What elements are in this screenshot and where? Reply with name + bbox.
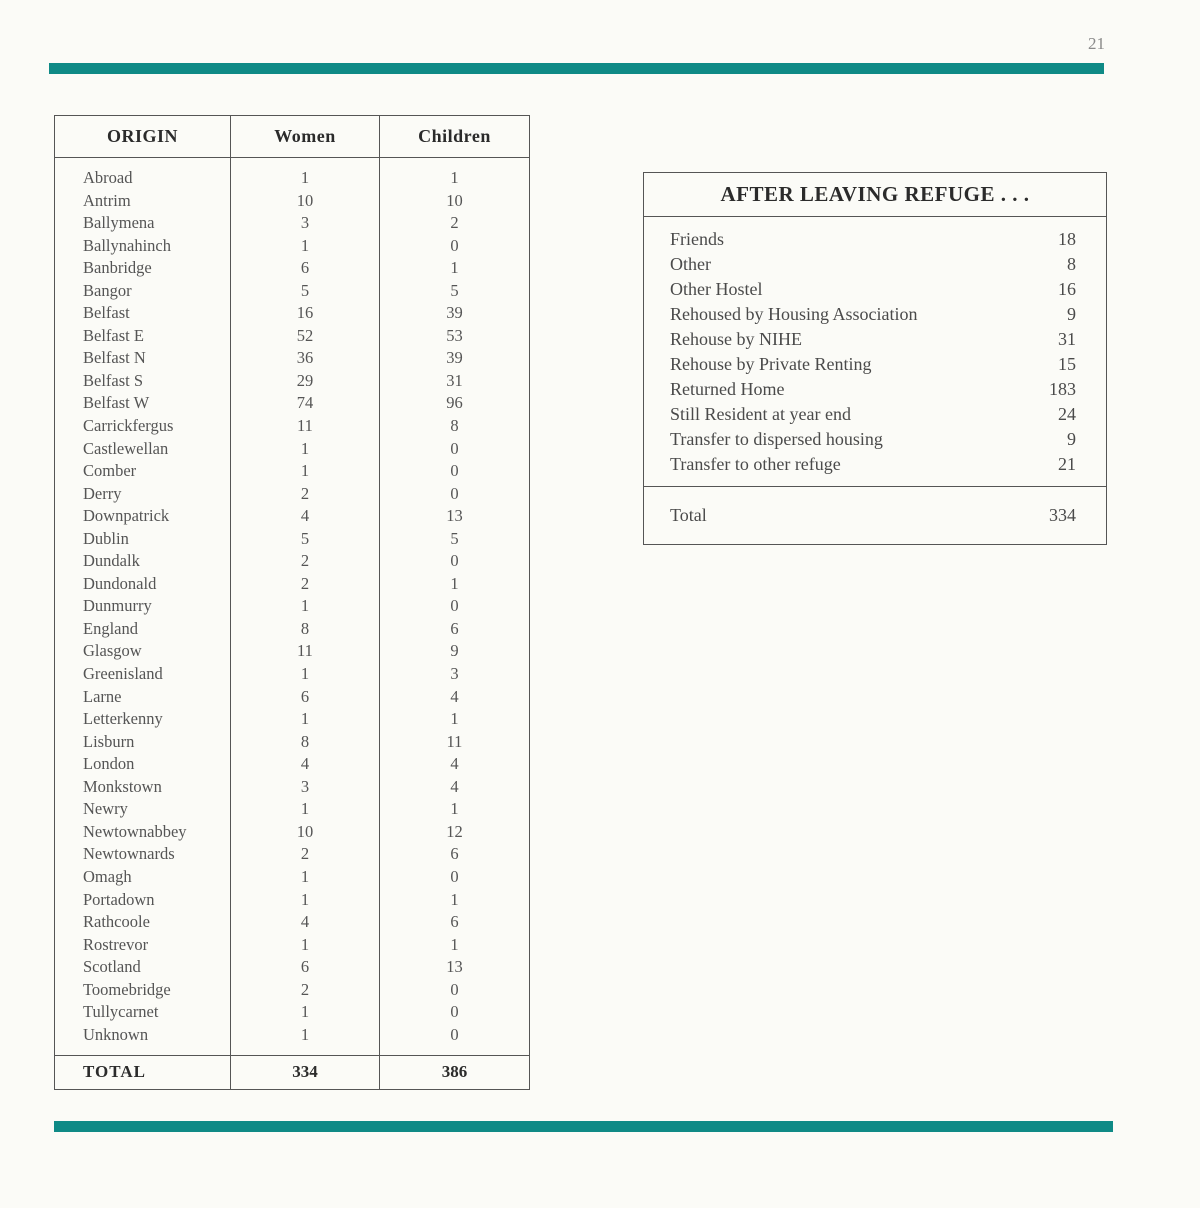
women-count: 74 (296, 393, 314, 413)
origin-name: Rostrevor (83, 934, 149, 954)
children-count: 9 (450, 641, 459, 661)
children-count: 13 (446, 957, 463, 977)
origin-name: Unknown (83, 1024, 149, 1044)
women-count: 6 (300, 686, 310, 706)
children-count: 0 (450, 461, 459, 481)
after-leaving-row (644, 352, 1106, 377)
women-column-header: Women (230, 116, 379, 157)
women-count: 6 (300, 258, 310, 278)
after-leaving-label: Other (670, 254, 711, 274)
after-leaving-value: 9 (1067, 429, 1076, 449)
origin-name: Letterkenny (83, 709, 163, 729)
origin-name: Comber (83, 461, 137, 481)
children-count: 0 (450, 866, 459, 886)
children-count: 0 (450, 438, 459, 458)
after-leaving-value: 183 (1049, 379, 1076, 399)
origin-name: Glasgow (83, 641, 142, 661)
origin-name: Dundalk (83, 551, 140, 571)
children-count: 1 (450, 889, 459, 909)
children-column (379, 157, 529, 1055)
women-count: 1 (300, 709, 310, 729)
after-leaving-label: Transfer to dispersed housing (670, 429, 883, 449)
children-count: 6 (450, 618, 459, 638)
after-total-value: 334 (1049, 505, 1076, 525)
women-count: 1 (300, 889, 310, 909)
after-leaving-value: 16 (1058, 279, 1076, 299)
women-count: 1 (300, 1024, 310, 1044)
after-leaving-value: 31 (1058, 329, 1076, 349)
after-leaving-row (644, 327, 1106, 352)
origin-name: Newtownabbey (83, 821, 187, 841)
children-count: 5 (450, 528, 459, 548)
origin-name: Belfast W (83, 393, 150, 413)
after-leaving-label: Rehouse by NIHE (670, 329, 802, 349)
origin-name: Belfast E (83, 325, 144, 345)
children-count: 0 (450, 483, 459, 503)
after-leaving-title: AFTER LEAVING REFUGE . . . (644, 173, 1106, 217)
children-count: 13 (446, 506, 463, 526)
after-leaving-total-row (644, 487, 1106, 543)
women-count: 1 (300, 1002, 310, 1022)
children-count: 3 (450, 664, 459, 684)
children-count: 1 (450, 799, 459, 819)
after-leaving-label: Friends (670, 229, 724, 249)
after-leaving-refuge-table (643, 172, 1107, 545)
women-count: 1 (300, 799, 310, 819)
after-leaving-row (644, 277, 1106, 302)
children-count: 1 (450, 168, 459, 187)
women-count: 1 (300, 664, 310, 684)
after-leaving-value: 9 (1067, 304, 1076, 324)
origin-table-body (55, 157, 529, 1056)
after-total-label: Total (670, 505, 707, 525)
children-count: 2 (450, 213, 459, 233)
women-count: 4 (300, 754, 310, 774)
origin-name: Bangor (83, 280, 132, 300)
after-leaving-label: Still Resident at year end (670, 404, 851, 424)
origin-name: Belfast S (83, 370, 144, 390)
after-leaving-label: Rehouse by Private Renting (670, 354, 872, 374)
children-count: 11 (446, 731, 463, 751)
after-leaving-value: 15 (1058, 354, 1076, 374)
top-accent-rule (49, 63, 1104, 74)
women-count: 8 (300, 618, 310, 638)
women-count: 29 (296, 370, 314, 390)
women-count: 3 (300, 213, 310, 233)
children-count: 0 (450, 979, 459, 999)
origin-name: Ballynahinch (83, 235, 171, 255)
children-count: 31 (446, 370, 463, 390)
women-count: 1 (300, 934, 310, 954)
children-count: 10 (446, 190, 463, 210)
after-leaving-label: Returned Home (670, 379, 785, 399)
after-leaving-label: Other Hostel (670, 279, 763, 299)
women-count: 3 (300, 776, 310, 796)
women-column (230, 157, 379, 1055)
after-leaving-row (644, 402, 1106, 427)
after-leaving-value: 8 (1067, 254, 1076, 274)
after-leaving-row (644, 452, 1106, 477)
total-children: 386 (379, 1055, 529, 1089)
origin-name: Newry (83, 799, 128, 819)
children-count: 96 (446, 393, 463, 413)
origin-name: England (83, 618, 138, 638)
origin-total-row (55, 1055, 529, 1089)
after-leaving-value: 24 (1058, 404, 1076, 424)
after-leaving-list (644, 217, 1106, 487)
women-count: 1 (300, 596, 310, 616)
origin-name: Downpatrick (83, 506, 170, 526)
women-count: 5 (300, 528, 310, 548)
origin-name: Abroad (83, 168, 133, 187)
after-leaving-label: Transfer to other refuge (670, 454, 841, 474)
children-count: 1 (450, 934, 459, 954)
women-count: 4 (300, 506, 310, 526)
women-count: 2 (300, 573, 310, 593)
women-count: 36 (296, 348, 314, 368)
women-count: 2 (300, 483, 310, 503)
children-count: 0 (450, 1024, 459, 1044)
children-count: 0 (450, 1002, 459, 1022)
women-count: 11 (297, 641, 313, 661)
after-leaving-row (644, 427, 1106, 452)
origin-name: Antrim (83, 190, 131, 210)
women-count: 8 (300, 731, 310, 751)
origin-name: Newtownards (83, 844, 175, 864)
origin-table (54, 115, 530, 1090)
children-count: 4 (450, 754, 459, 774)
children-count: 8 (450, 416, 459, 436)
origin-name: Tullycarnet (83, 1002, 159, 1022)
bottom-accent-rule (54, 1121, 1113, 1132)
women-count: 1 (300, 461, 310, 481)
after-leaving-row (644, 227, 1106, 252)
children-count: 6 (450, 844, 459, 864)
origin-name: Scotland (83, 957, 141, 977)
women-count: 11 (297, 416, 313, 436)
origin-name: Dundonald (83, 573, 157, 593)
after-leaving-row (644, 377, 1106, 402)
children-count: 4 (450, 776, 459, 796)
origin-name: Belfast N (83, 348, 146, 368)
women-count: 10 (296, 821, 314, 841)
women-count: 1 (300, 438, 310, 458)
origin-name: Rathcoole (83, 912, 150, 932)
origin-name: Portadown (83, 889, 155, 909)
women-count: 1 (300, 235, 310, 255)
children-count: 4 (450, 686, 459, 706)
after-leaving-row (644, 302, 1106, 327)
after-leaving-value: 21 (1058, 454, 1076, 474)
children-count: 0 (450, 551, 459, 571)
origin-name: Belfast (83, 303, 130, 323)
origin-name: Castlewellan (83, 438, 169, 458)
origin-column (55, 157, 230, 1055)
origin-name: Derry (83, 483, 122, 503)
after-leaving-value: 18 (1058, 229, 1076, 249)
origin-name: Carrickfergus (83, 416, 174, 436)
origin-name: Lisburn (83, 731, 135, 751)
women-count: 4 (300, 912, 310, 932)
women-count: 16 (296, 303, 314, 323)
origin-table-header (55, 116, 529, 158)
women-count: 52 (296, 325, 314, 345)
children-count: 0 (450, 235, 459, 255)
origin-column-header: ORIGIN (106, 126, 178, 146)
origin-name: Toomebridge (83, 979, 171, 999)
children-count: 53 (446, 325, 463, 345)
women-count: 1 (300, 866, 310, 886)
children-count: 5 (450, 280, 459, 300)
children-count: 39 (446, 348, 463, 368)
children-count: 12 (446, 821, 463, 841)
women-count: 2 (300, 979, 310, 999)
children-column-header: Children (379, 116, 529, 157)
women-count: 6 (300, 957, 310, 977)
after-leaving-label: Rehoused by Housing Association (670, 304, 918, 324)
origin-name: Monkstown (83, 776, 162, 796)
after-leaving-row (644, 252, 1106, 277)
total-label: TOTAL (83, 1062, 146, 1081)
women-count: 2 (300, 844, 310, 864)
origin-name: Larne (83, 686, 122, 706)
children-count: 1 (450, 573, 459, 593)
children-count: 1 (450, 709, 459, 729)
total-women: 334 (230, 1055, 379, 1089)
women-count: 5 (300, 280, 310, 300)
origin-name: Dunmurry (83, 596, 152, 616)
women-count: 2 (300, 551, 310, 571)
children-count: 0 (450, 596, 459, 616)
women-count: 1 (300, 168, 310, 187)
origin-name: Dublin (83, 528, 129, 548)
children-count: 39 (446, 303, 463, 323)
origin-name: Banbridge (83, 258, 152, 278)
origin-name: Ballymena (83, 213, 155, 233)
women-count: 10 (296, 190, 314, 210)
origin-name: Omagh (83, 866, 132, 886)
origin-name: London (83, 754, 135, 774)
children-count: 6 (450, 912, 459, 932)
children-count: 1 (450, 258, 459, 278)
origin-name: Greenisland (83, 664, 163, 684)
page-number: 21 (1088, 34, 1105, 53)
